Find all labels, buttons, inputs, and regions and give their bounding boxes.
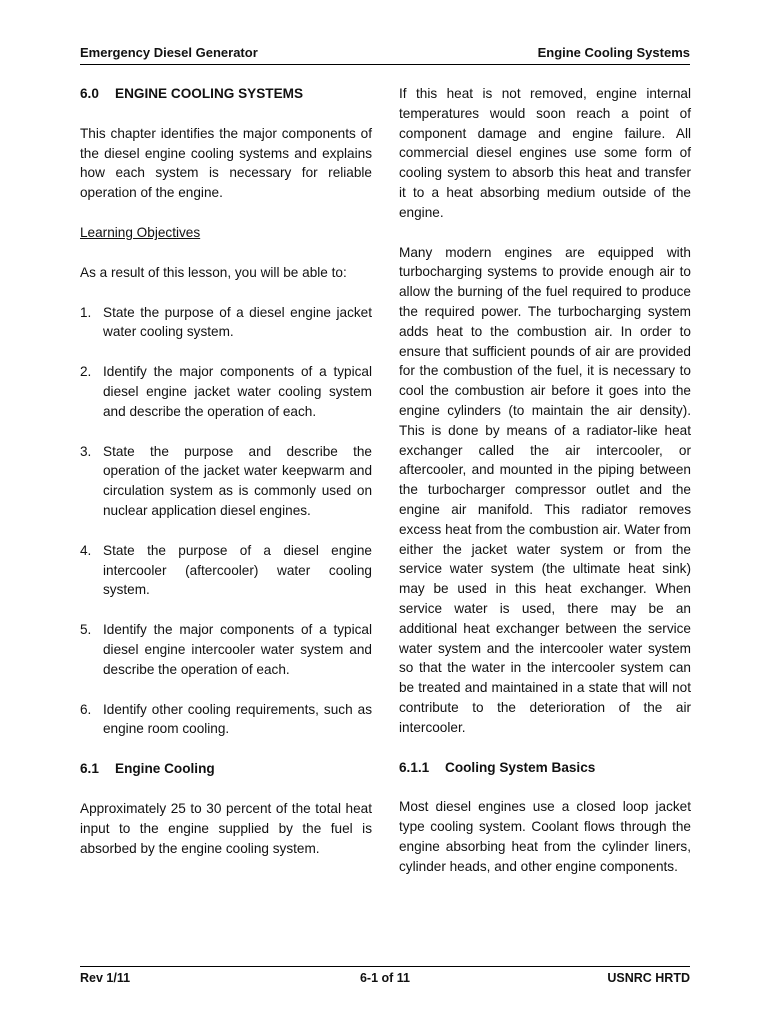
list-item-number: 1. [80, 304, 92, 320]
list-item-number: 4. [80, 542, 92, 558]
list-item [80, 700, 372, 740]
list-item-number: 2. [80, 364, 92, 380]
header-chapter-title: Engine Cooling Systems [537, 45, 690, 60]
subsection-heading [80, 759, 372, 779]
footer-revision: Rev 1/11 [80, 971, 131, 985]
list-item [80, 362, 372, 421]
list-item-text: State the purpose and describe the operation of the jacket water keepwarm and circulation system as is commonly used on nuclear application diesel engines. [103, 443, 372, 518]
list-item-number: 6. [80, 701, 92, 717]
list-item [80, 620, 372, 679]
objectives-list [80, 303, 372, 740]
list-item-text: Identify the major components of a typical diesel engine intercooler water system and describe the operation of each. [103, 622, 372, 677]
cooling-basics-paragraph: Most diesel engines use a closed loop jacket type cooling system. Coolant flows through the engine absorbing heat from the cylinder liners, cylinder heads, and other engine components. [399, 799, 691, 874]
turbocharging-paragraph: Many modern engines are equipped with turbocharging systems to provide enough air to allow the burning of the fuel required to produce the required power. The turbocharging system adds heat to the combustion air. In order to ensure that sufficient pounds of air are provided for the combustion of the fuel, it is necessary to cool the combustion air before it goes into the engine cylinders (to maintain the air density). This is done by means of a radiator-like heat exchanger called the air intercooler, or aftercooler, and mounted in the piping between the turbocharger compressor outlet and the engine air manifold. This radiator removes excess heat from the combustion air. Water from either the jacket water system or from the service water system (the ultimate heat sink) may be used in this heat exchanger. When service water is used, there may be an additional heat exchanger between the service water system and the intercooler water system so that the water in the intercooler system can be treated and maintained in a state that will not contribute to the deterioration of the air intercooler. [399, 244, 691, 735]
engine-cooling-paragraph: Approximately 25 to 30 percent of the total heat input to the engine supplied by the fuel is absorbed by the engine cooling system. [80, 800, 372, 856]
footer-page-number: 6-1 of 11 [359, 971, 411, 985]
list-item-text: Identify other cooling requirements, such as engine room cooling. [103, 701, 372, 737]
list-item [80, 541, 372, 600]
subsection-basics-title: Cooling System Basics [445, 759, 596, 775]
subsection-basics-number: 6.1.1 [399, 759, 430, 775]
subsection-number: 6.1 [80, 761, 99, 777]
subsection-heading-basics [399, 758, 691, 778]
subsection-title: Engine Cooling [115, 761, 215, 777]
header-document-title: Emergency Diesel Generator [80, 45, 258, 60]
list-item [80, 303, 372, 343]
intro-paragraph: This chapter identifies the major components of the diesel engine cooling systems and explains how each system is necessary for reliable operation of the engine. [80, 125, 372, 201]
page-header [80, 44, 690, 65]
right-column [399, 84, 691, 876]
heat-removal-paragraph: If this heat is not removed, engine internal temperatures would soon reach a point of component damage and engine failure. All commercial diesel engines use some form of cooling system to absorb this heat and transfer it to a heat absorbing medium outside of the engine. [399, 86, 691, 220]
footer-organization: USNRC HRTD [607, 971, 690, 985]
list-item [80, 442, 372, 521]
list-item-number: 3. [80, 443, 92, 459]
section-title: ENGINE COOLING SYSTEMS [115, 86, 304, 101]
list-item-text: Identify the major components of a typical diesel engine jacket water cooling system and describe the operation of each. [103, 364, 372, 419]
objectives-heading [80, 223, 372, 243]
list-item-text: State the purpose of a diesel engine jacket water cooling system. [103, 304, 372, 340]
objectives-lead: As a result of this lesson, you will be able to: [80, 264, 347, 280]
section-number: 6.0 [80, 86, 99, 101]
page-footer [80, 966, 690, 989]
section-heading [80, 84, 372, 104]
left-column [80, 84, 372, 858]
list-item-text: State the purpose of a diesel engine intercooler (aftercooler) water cooling system. [103, 542, 372, 598]
list-item-number: 5. [80, 622, 92, 638]
objectives-heading-text: Learning Objectives [80, 224, 201, 240]
